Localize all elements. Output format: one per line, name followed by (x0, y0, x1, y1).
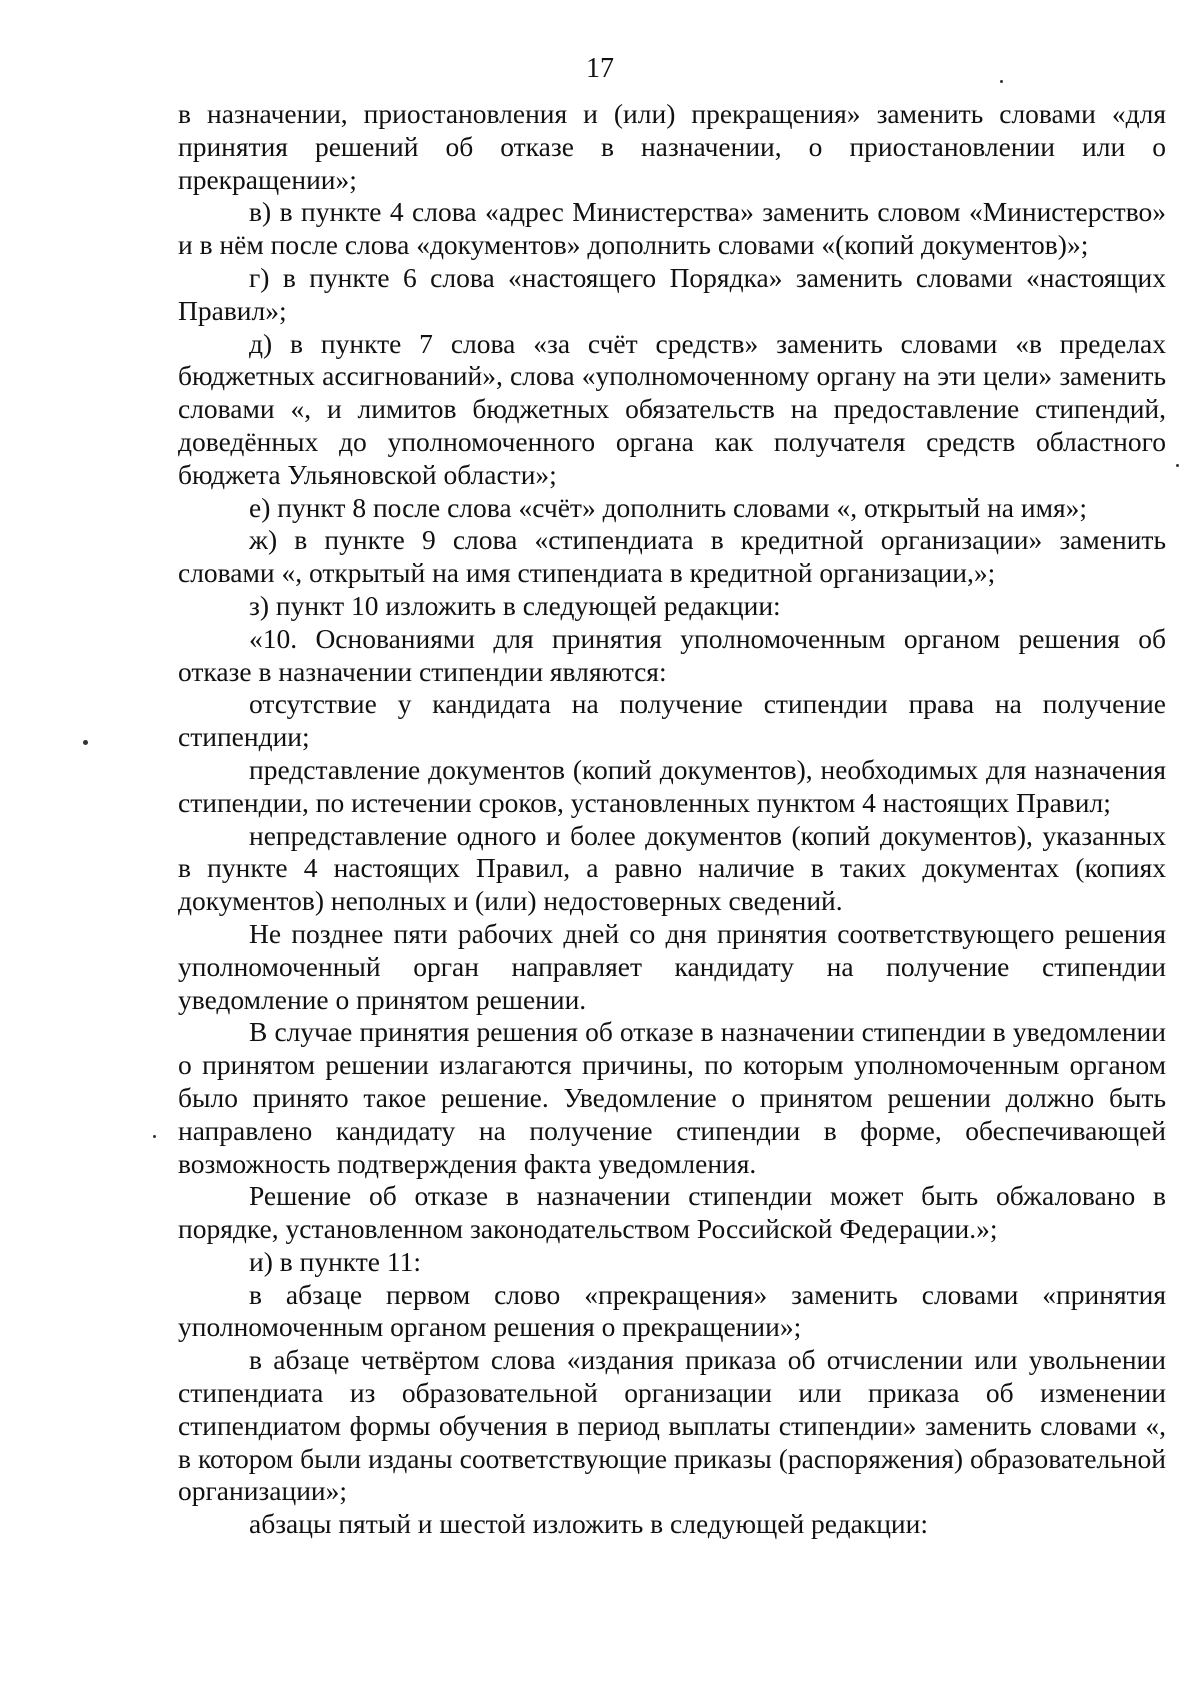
paragraph-item-z: з) пункт 10 изложить в следующей редакции: (249, 589, 781, 621)
paragraph-point-10: «10. Основаниями для принятия уполномоченным органом решения об отказе в назначении стипендии являются: (178, 622, 1166, 687)
paragraph-item-e: е) пункт 8 после слова «счёт» дополнить словами «, открытый на имя»; (249, 491, 1088, 523)
paragraph-notification-deadline: Не позднее пяти рабочих дней со дня принятия соответствующего решения уполномоченный орган направляет кандидату на получение стипендии уведомление о принятом решении. (178, 917, 1166, 1015)
paragraph-item-v: в) в пункте 4 слова «адрес Министерства» заменить словом «Министерство» и в нём после слова «документов» дополнить словами «(копий документов)»; (178, 196, 1166, 261)
paragraph-ground-1: отсутствие у кандидата на получение стипендии права на получение стипендии; (178, 688, 1166, 753)
paragraph-item-zh: ж) в пункте 9 слова «стипендиата в кредитной организации» заменить словами «, открытый на имя стипендиата в кредитной организации,»; (178, 524, 1166, 589)
page-number: 17 (586, 53, 614, 84)
paragraph-first-subparagraph: в абзаце первом слово «прекращения» заменить словами «принятия уполномоченным органом решения о прекращении»; (178, 1278, 1166, 1343)
paragraph-appeal: Решение об отказе в назначении стипендии может быть обжаловано в порядке, установленном законодательством Российской Федерации.»; (178, 1180, 1166, 1245)
paragraph-continuation: в назначении, приостановления и (или) прекращения» заменить словами «для принятия решений об отказе в назначении, о приостановлении или о прекращении»; (178, 98, 1166, 195)
paragraph-item-d: д) в пункте 7 слова «за счёт средств» заменить словами «в пределах бюджетных ассигнований», слова «уполномоченному органу на эти цели» заменить словами «, и лимитов бюджетных обязательств на предоставление стипендий, доведённых до уполномоченного органа как получателя средств областного бюджета Ульяновской области»; (178, 327, 1166, 490)
paragraph-ground-2: представление документов (копий документов), необходимых для назначения стипендии, по истечении сроков, установленных пунктом 4 настоящих Правил; (178, 753, 1166, 818)
paragraph-fourth-subparagraph: в абзаце четвёртом слова «издания приказа об отчислении или увольнении стипендиата из образовательной организации или приказа об изменении стипендиатом формы обучения в период выплаты стипендии» заменить словами «, в котором были изданы соответствующие приказы (распоряжения) образовательной организации»; (178, 1344, 1166, 1507)
paragraph-item-g: г) в пункте 6 слова «настоящего Порядка» заменить словами «настоящих Правил»; (178, 261, 1166, 326)
paragraph-item-i: и) в пункте 11: (249, 1245, 422, 1277)
scan-speck (153, 1135, 156, 1138)
scan-speck (1176, 464, 1179, 467)
paragraph-fifth-sixth-subparagraphs: абзацы пятый и шестой изложить в следующей редакции: (249, 1508, 929, 1540)
scan-speck (1000, 80, 1003, 83)
paragraph-refusal-reasons: В случае принятия решения об отказе в назначении стипендии в уведомлении о принятом решении излагаются причины, по которым уполномоченным органом было принято такое решение. Уведомление о принятом решении должно быть направлено кандидату на получение стипендии в форме, обеспечивающей возможность подтверждения факта уведомления. (178, 1016, 1166, 1179)
scan-speck (83, 740, 88, 745)
document-body (178, 98, 1166, 1541)
paragraph-ground-3: непредставление одного и более документов (копий документов), указанных в пункте 4 настоящих Правил, а равно наличие в таких документах (копиях документов) неполных и (или) недостоверных сведений. (178, 819, 1166, 917)
